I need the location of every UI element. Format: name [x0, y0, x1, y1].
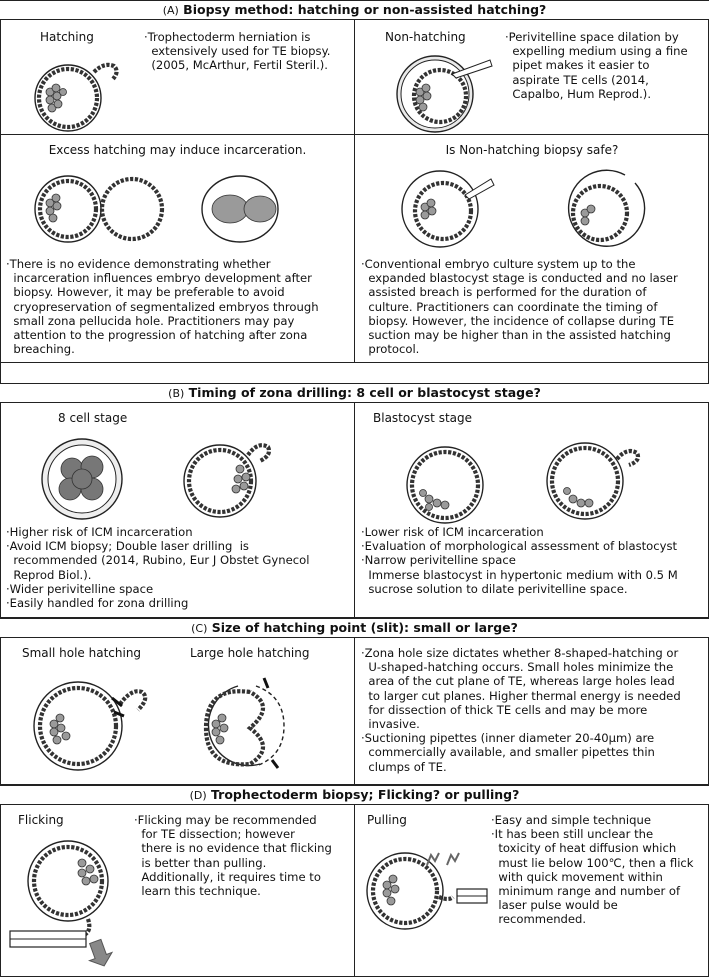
hole-size-illustration-panel: [0, 638, 355, 785]
blastocyst-panel: [355, 403, 709, 618]
blastocyst-illustration: [385, 433, 685, 525]
section-d-header: [0, 785, 709, 805]
hatching-panel: [0, 20, 355, 135]
nonhatching-panel: [355, 20, 709, 135]
nonhatching-label: Non-hatching: [385, 30, 466, 44]
nonhatching-text: ·Perivitelline space dilation by expelling medium using a fine pipet makes it easier to aspirate TE cells (2014, Capalbo, Hum Reprod.).: [505, 30, 688, 101]
small-hole-label: Small hole hatching: [22, 646, 142, 660]
pulling-illustration: [361, 835, 489, 971]
blastocyst-text: ·Lower risk of ICM incarceration ·Evaluation of morphological assessment of blastocyst ·Narrow perivitelline space Immerse blastocyst in hypertonic medium with 0.5 M sucrose solution to dilate perivitelline space.: [361, 525, 678, 596]
section-a-title: Biopsy method: hatching or non-assisted hatching?: [183, 2, 547, 17]
section-c-letter: (C): [191, 622, 208, 635]
section-a-letter: (A): [162, 4, 179, 17]
blastocyst-label: Blastocyst stage: [373, 411, 472, 425]
nonhatching-embryo-illustration: [390, 52, 500, 134]
pulling-label: Pulling: [367, 813, 407, 827]
large-hole-label: Large hole hatching: [190, 646, 310, 660]
flicking-text: ·Flicking may be recommended for TE dissection; however there is no evidence that flicking is better than pulling. Additionally, it requires time to learn this technique.: [134, 813, 332, 899]
incarceration-illustration: [30, 165, 330, 253]
eight-cell-label: 8 cell stage: [58, 411, 128, 425]
nonhatching-safe-panel: [355, 135, 709, 363]
section-d-title: Trophectoderm biopsy; Flicking? or pulling?: [211, 787, 520, 802]
section-b-header: [0, 383, 709, 403]
nonhatching-safe-text: ·Conventional embryo culture system up to the expanded blastocyst stage is conducted and no laser assisted breach is performed for the duration of culture. Practitioners can coordinate the timing of biopsy. However, the incidence of collapse during TE suction may be higher than in the assisted hatching protocol.: [361, 257, 678, 357]
pulling-panel: [355, 805, 709, 977]
pulling-text: ·Easy and simple technique ·It has been still unclear the toxicity of heat diffusion which must lie below 100℃, then a flick with quick movement within minimum range and number of laser pulse would be recommended.: [491, 813, 694, 927]
eight-cell-panel: [0, 403, 355, 618]
eight-cell-text: ·Higher risk of ICM incarceration ·Avoid ICM biopsy; Double laser drilling is recommended (2014, Rubino, Eur J Obstet Gynecol Reprod Biol.). ·Wider perivitelline space ·Easily handled for zona drilling: [6, 525, 310, 611]
flicking-panel: [0, 805, 355, 977]
nonhatching-safe-title: Is Non-hatching biopsy safe?: [445, 143, 619, 157]
section-c-title: Size of hatching point (slit): small or large?: [211, 620, 518, 635]
excess-hatching-title: Excess hatching may induce incarceration.: [48, 143, 307, 157]
hole-size-text-panel: [355, 638, 709, 785]
eight-cell-illustration: [40, 433, 320, 525]
hole-size-illustration: [20, 668, 340, 778]
nonhatching-biopsy-illustration: [395, 165, 675, 253]
section-b-title: Timing of zona drilling: 8 cell or blastocyst stage?: [188, 385, 541, 400]
hatching-text: ·Trophectoderm herniation is extensively used for TE biopsy. (2005, McArthur, Fertil Steril.).: [144, 30, 331, 73]
hole-size-text: ·Zona hole size dictates whether 8-shaped-hatching or U-shaped-hatching occurs. Small holes minimize the area of the cut plane of TE, whereas large holes lead to larger cut planes. Higher thermal energy is needed for dissection of thick TE cells and may be more invasive. ·Suctioning pipettes (inner diameter 20-40μm) are commercially available, and smaller pipettes thin clumps of TE.: [361, 646, 681, 774]
hatching-label: Hatching: [40, 30, 94, 44]
section-a-header: [0, 0, 709, 20]
hatching-embryo-illustration: [28, 58, 128, 134]
flicking-label: Flicking: [18, 813, 64, 827]
section-b-letter: (B): [168, 387, 185, 400]
flicking-illustration: [6, 835, 132, 971]
section-d-letter: (D): [189, 789, 207, 802]
excess-hatching-panel: [0, 135, 355, 363]
excess-hatching-text: ·There is no evidence demonstrating whether incarceration influences embryo development after biopsy. However, it may be preferable to avoid cryopreservation of segmentalized embryos through small zona pellucida hole. Practitioners may pay attention to the progression of hatching after zona breaching.: [6, 257, 319, 357]
section-c-header: [0, 618, 709, 638]
